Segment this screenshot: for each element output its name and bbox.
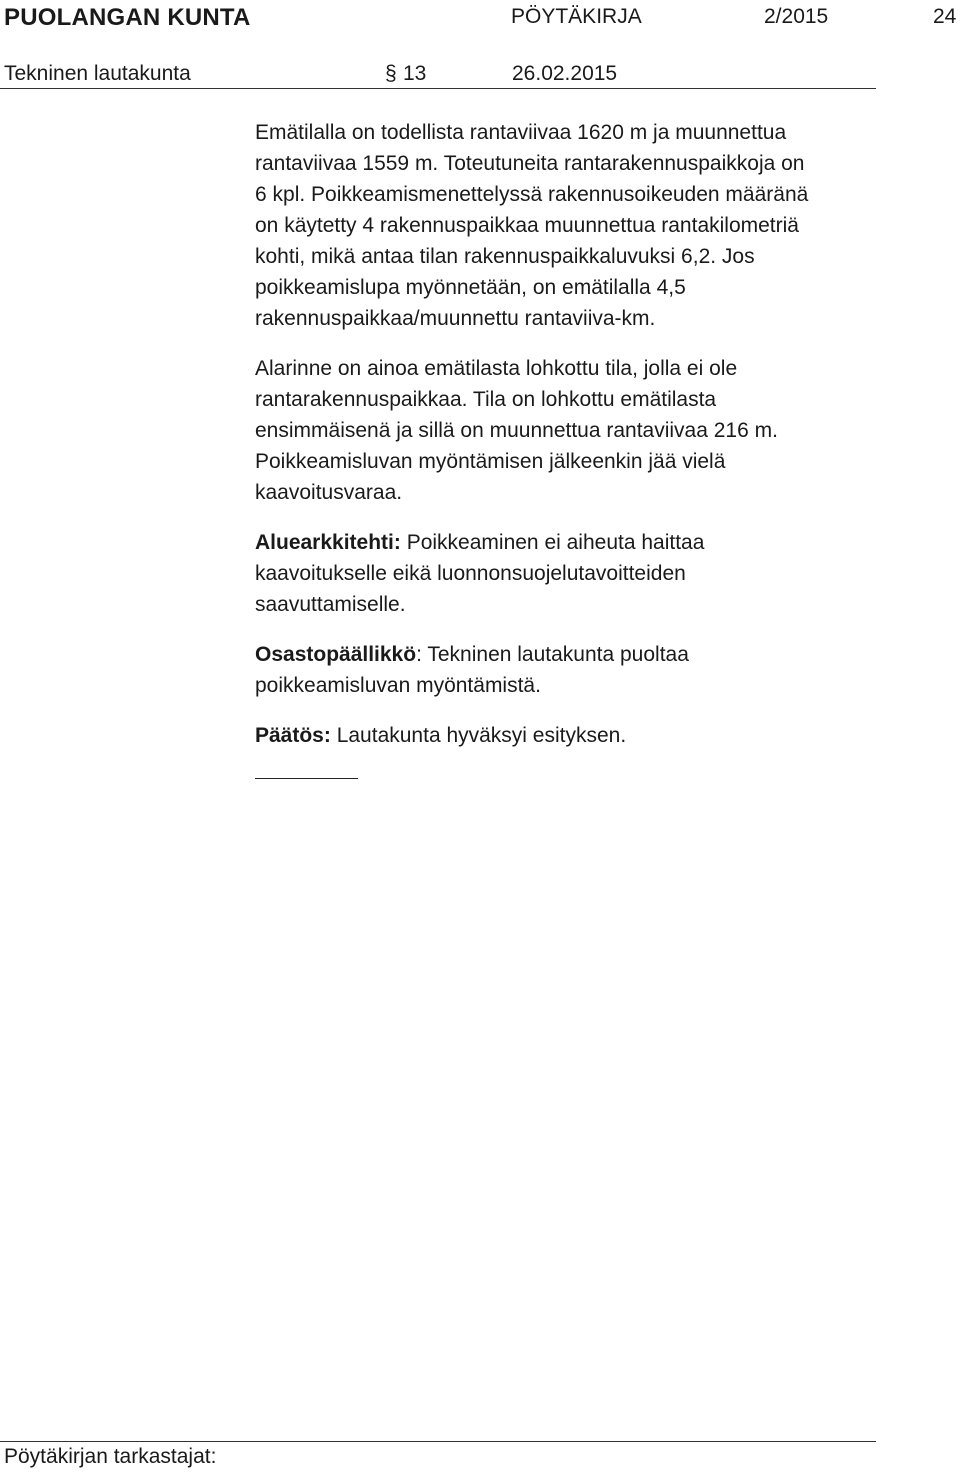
text-line: Poikkeaminen ei aiheuta haittaa: [400, 531, 705, 554]
text-line: kohti, mikä antaa tilan rakennuspaikkaluvuksi 6,2. Jos: [255, 245, 755, 268]
page-number: 24: [933, 5, 957, 28]
meeting-date: 26.02.2015: [512, 62, 618, 85]
text-line: kaavoitusvaraa.: [255, 481, 403, 504]
end-rule: [255, 778, 358, 779]
paragraph-alarinne: [255, 353, 895, 508]
text-line: on käytetty 4 rakennuspaikkaa muunnettua rantakilometriä: [255, 214, 799, 237]
header-divider: [0, 88, 876, 89]
text-line: Emätilalla on todellista rantaviivaa 1620 m ja muunnettua: [255, 121, 787, 144]
architect-label: Aluearkkitehti:: [255, 531, 401, 554]
section-number: 13: [403, 62, 427, 85]
decision-text: Lautakunta hyväksyi esityksen.: [330, 724, 627, 747]
text-line: rantarakennuspaikkaa. Tila on lohkottu emätilasta: [255, 388, 717, 411]
paragraph-estate-shoreline: [255, 117, 895, 334]
paragraph-architect-statement: [255, 527, 895, 620]
text-line: rakennuspaikkaa/muunnettu rantaviiva-km.: [255, 307, 656, 330]
section-symbol: §: [385, 62, 397, 85]
paragraph-decision: [255, 720, 895, 751]
decision-label: Päätös:: [255, 724, 331, 747]
paragraph-department-head-proposal: [255, 639, 895, 701]
reviewers-label: Pöytäkirjan tarkastajat:: [4, 1445, 217, 1468]
text-line: Poikkeamisluvan myöntämisen jälkeenkin jää vielä: [255, 450, 726, 473]
text-line: 6 kpl. Poikkeamismenettelyssä rakennusoikeuden määränä: [255, 183, 809, 206]
text-line: rantaviivaa 1559 m. Toteutuneita rantarakennuspaikkoja on: [255, 152, 805, 175]
text-line: saavuttamiselle.: [255, 593, 406, 616]
text-line: kaavoitukselle eikä luonnonsuojelutavoitteiden: [255, 562, 686, 585]
footer-divider: [0, 1441, 876, 1442]
department-head-label: Osastopäällikkö: [255, 643, 417, 666]
municipality-name: PUOLANGAN KUNTA: [4, 4, 251, 31]
text-line: Alarinne on ainoa emätilasta lohkottu tila, jolla ei ole: [255, 357, 738, 380]
text-line: ensimmäisenä ja sillä on muunnettua rantaviivaa 216 m.: [255, 419, 778, 442]
document-number: 2/2015: [764, 5, 829, 28]
board-name: Tekninen lautakunta: [4, 62, 191, 85]
document-body: [255, 117, 895, 770]
text-line: poikkeamisluvan myöntämistä.: [255, 674, 541, 697]
text-line: poikkeamislupa myönnetään, on emätilalla 4,5: [255, 276, 686, 299]
text-line: : Tekninen lautakunta puoltaa: [416, 643, 689, 666]
document-type: PÖYTÄKIRJA: [511, 5, 642, 28]
